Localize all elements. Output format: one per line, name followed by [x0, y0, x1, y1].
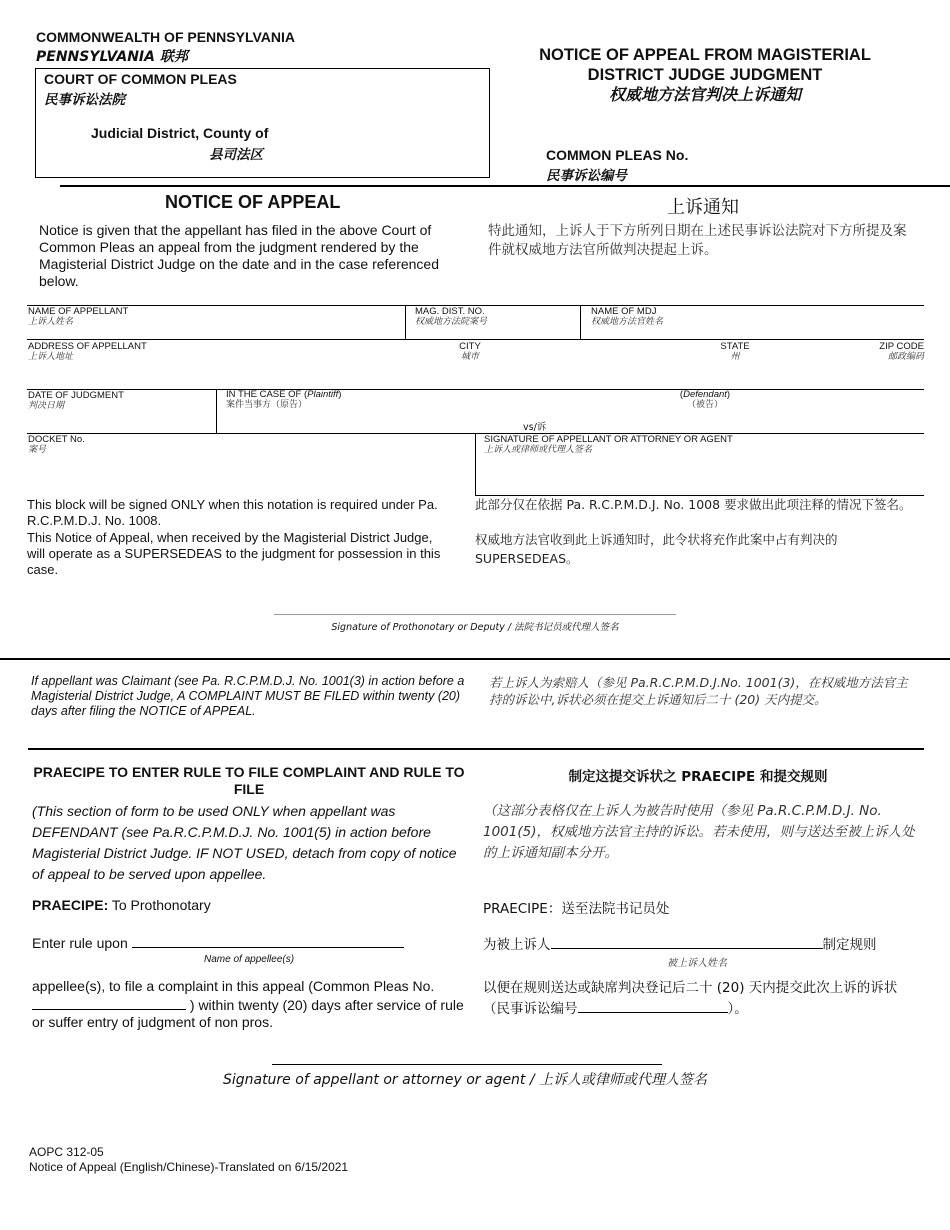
appellant-signature-label: Signature of appellant or attorney or agent / 上诉人或律师或代理人签名: [222, 1072, 708, 1088]
translation-note: Notice of Appeal (English/Chinese)-Translated on 6/15/2021: [29, 1160, 349, 1174]
notice-title: NOTICE OF APPEAL FROM MAGISTERIAL DISTRICT JUDGE JUDGMENT 权威地方法官判决上诉通知: [539, 46, 871, 104]
appellant-signature-line[interactable]: [272, 1064, 662, 1065]
notice-body: Notice is given that the appellant has filed in the above Court of Common Pleas an appeal from the judgment rendered by the Magisterial District Judge on the date and in the case referenced below.: [39, 222, 440, 289]
zip-code-field[interactable]: ZIP CODE 邮政编码: [879, 341, 924, 362]
supersedeas-note-zh: 权威地方法官收到此上诉通知时，此令状将充作此案中占有判决的 SUPERSEDEAS。: [475, 532, 838, 566]
praecipe-section-note: (This section of form to be used ONLY when appellant was DEFENDANT (see Pa.R.C.P.M.D.J. No. 1001(5) in action before Magisterial District Judge. IF NOT USED, detach from copy of notice of appeal to be served upon appellee.: [32, 803, 457, 882]
name-of-appellant-field[interactable]: NAME OF APPELLANT 上诉人姓名: [28, 306, 129, 327]
section-divider-2: [28, 748, 924, 750]
common-pleas-no-label-zh: 民事诉讼编号: [546, 168, 627, 184]
enter-rule-row-zh: 为被上诉人 制定规则: [483, 933, 877, 953]
appellee-name-input[interactable]: [132, 933, 404, 948]
signed-only-note-zh: 此部分仅在依据 Pa. R.C.P.M.D.J. No. 1008 要求做出此项注释的情况下签名。: [475, 497, 912, 512]
claimant-note: If appellant was Claimant (see Pa. R.C.P.M.D.J. No. 1001(3) in action before a Magisterial District Judge, A COMPLAINT MUST BE FILED within twenty (20) days after filing the NOTICE of APPEAL.: [31, 674, 465, 718]
city-field[interactable]: CITY 城市: [459, 341, 481, 362]
praecipe-title: PRAECIPE TO ENTER RULE TO FILE COMPLAINT AND RULE TO FILE: [33, 764, 465, 797]
common-pleas-no-input[interactable]: [32, 995, 186, 1010]
notice-of-appeal-title: NOTICE OF APPEAL: [165, 192, 341, 212]
judicial-district-label: Judicial District, County of: [91, 125, 269, 141]
form-number: AOPC 312-05: [29, 1145, 104, 1159]
common-pleas-no-label: COMMON PLEAS No.: [546, 147, 689, 163]
date-of-judgment-field[interactable]: DATE OF JUDGMENT 判决日期: [28, 390, 124, 411]
appellee-name-input-zh[interactable]: [551, 934, 823, 949]
court-box: [35, 68, 490, 178]
claimant-note-zh: 若上诉人为索赔人（参见 Pa.R.C.P.M.D.J.No. 1001(3)，在权威地方法官主持的诉讼中,诉状必须在提交上诉通知后二十 (20) 天内提交。: [489, 675, 908, 707]
address-of-appellant-field[interactable]: ADDRESS OF APPELLANT 上诉人地址: [28, 341, 147, 362]
name-of-mdj-field[interactable]: NAME OF MDJ 权威地方法官姓名: [591, 306, 664, 327]
praecipe-title-zh: 制定这提交诉状之 PRAECIPE 和提交规则: [568, 769, 828, 785]
prothonotary-signature-label: Signature of Prothonotary or Deputy / 法院书记员或代理人签名: [331, 622, 619, 633]
notice-body-zh: 特此通知，上诉人于下方所列日期在上述民事诉讼法院对下方所提及案件就权威地方法官所做判决提起上诉。: [488, 223, 907, 258]
header-divider: [60, 185, 950, 187]
praecipe-to-prothonotary: PRAECIPE: To Prothonotary: [32, 897, 211, 913]
court-label-zh: 民事诉讼法院: [44, 92, 125, 108]
docket-no-field[interactable]: DOCKET No. 案号: [28, 434, 85, 455]
appellee-complaint-text-zh: 以便在规则送达或缺席判决登记后二十 (20) 天内提交此次上诉的诉状（民事诉讼编号 ）。: [483, 980, 898, 1017]
praecipe-to-prothonotary-zh: PRAECIPE：送至法院书记员处: [483, 901, 670, 917]
signed-only-note: This block will be signed ONLY when this notation is required under Pa. R.C.P.M.D.J. No. 1008.: [27, 497, 438, 528]
praecipe-section-note-zh: （这部分表格仅在上诉人为被告时使用（参见 Pa.R.C.P.M.D.J. No. 1001(5)，权威地方法官主持的诉讼。若未使用，则与送达至被上诉人处的上诉通知副本分开。: [483, 803, 915, 861]
enter-rule-row: Enter rule upon: [32, 933, 404, 951]
notice-of-appeal-title-zh: 上诉通知: [667, 197, 739, 218]
name-of-appellee-label-zh: 被上诉人姓名: [667, 958, 727, 969]
signature-of-appellant-field[interactable]: SIGNATURE OF APPELLANT OR ATTORNEY OR AGENT 上诉人或律师或代理人签名: [484, 434, 733, 455]
section-divider-1: [0, 658, 950, 660]
judicial-district-label-zh: 县司法区: [209, 147, 263, 163]
defendant-field[interactable]: (Defendant) （被告）: [679, 389, 731, 410]
commonwealth-heading-zh: PENNSYLVANIA 联邦: [36, 49, 188, 65]
name-of-appellee-label: Name of appellee(s): [204, 954, 295, 965]
court-label: COURT OF COMMON PLEAS: [44, 71, 237, 87]
supersedeas-note: This Notice of Appeal, when received by the Magisterial District Judge, will operate as a SUPERSEDEAS to the judgment for possession in this case.: [27, 530, 441, 577]
plaintiff-field[interactable]: IN THE CASE OF (Plaintiff) 案件当事方（原告）: [226, 389, 342, 410]
vs-label: vs/诉: [523, 422, 547, 433]
appellee-complaint-text: appellee(s), to file a complaint in this appeal (Common Pleas No. ) within twenty (20) days after service of rule or suffer entry of judgment of non pros.: [32, 978, 464, 1030]
mag-dist-no-field[interactable]: MAG. DIST. NO. 权威地方法院案号: [415, 306, 488, 327]
common-pleas-no-input-zh[interactable]: [578, 998, 728, 1013]
commonwealth-heading: COMMONWEALTH OF PENNSYLVANIA: [36, 29, 295, 45]
prothonotary-signature-line[interactable]: [274, 614, 676, 615]
state-field[interactable]: STATE 州: [720, 341, 750, 362]
